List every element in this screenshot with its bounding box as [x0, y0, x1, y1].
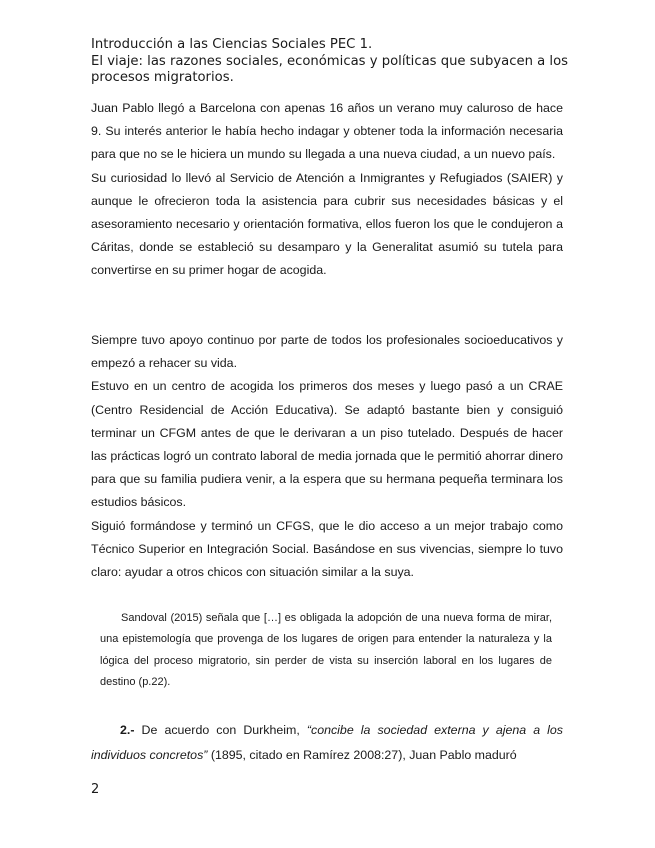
section-2-lead: De acuerdo con Durkheim, [134, 723, 307, 737]
quote-text: Sandoval (2015) señala que […] es obligada la adopción de una nueva forma de mirar, una epistemología que provenga de los lugares de origen para entender la naturaleza y la lógica del proceso migratorio, sin perder de vista su inserción laboral en los lugares de destino (p.22). [100, 612, 552, 689]
paragraph-cfgs: Siguió formándose y terminó un CFGS, que le dio acceso a un mejor trabajo como Técnico Superior en Integración Social. Basándose en sus vivencias, siempre lo tuvo claro: ayudar a otros chicos con situación similar a la suya. [91, 518, 563, 580]
header-course-title: Introducción a las Ciencias Sociales PEC 1. [91, 37, 373, 52]
section-2-paragraph [91, 718, 563, 767]
paragraph-saier: Su curiosidad lo llevó al Servicio de Atención a Inmigrantes y Refugiados (SAIER) y aunque le ofrecieron toda la asistencia para cubrir sus necesidades básicas y el asesoramiento necesario y orientación formativa, ellos fueron los que le condujeron a Cáritas, donde se estableció su desamparo y la Generalitat asumió su tutela para convertirse en su primer hogar de acogida. [91, 170, 563, 278]
block-quote [100, 608, 552, 694]
header-subtitle-line1: El viaje: las razones sociales, económicas y políticas que subyacen a los [91, 53, 569, 69]
paragraph-crae: Estuvo en un centro de acogida los primeros dos meses y luego pasó a un CRAE (Centro Residencial de Acción Educativa). Se adaptó bastante bien y consiguió terminar un CFGM antes de que le derivaran a un piso tutelado. Después de hacer las prácticas logró un contrato laboral de media jornada que le permitió ahorrar dinero para que su familia pudiera venir, a la espera que su hermana pequeña terminara los estudios básicos. [91, 379, 563, 510]
paragraph-support: Siempre tuvo apoyo continuo por parte de todos los profesionales socioeducativos y empezó a rehacer su vida. [91, 333, 563, 371]
section-2 [91, 718, 563, 767]
durkheim-citation: “concibe la sociedad externa y ajena a los individuos concretos” [91, 723, 563, 762]
header-subtitle-line2: procesos migratorios. [91, 70, 234, 85]
paragraph-arrival: Juan Pablo llegó a Barcelona con apenas 16 años un verano muy caluroso de hace 9. Su interés anterior le había hecho indagar y obtener toda la información necesaria para que no se le hiciera un mundo su llegada a una nueva ciudad, a un nuevo país. [91, 101, 563, 162]
document-header [91, 37, 571, 87]
body-block-support [91, 329, 563, 584]
body-block-arrival [91, 97, 563, 283]
section-number: 2.- [120, 723, 135, 737]
section-2-rest: (1895, citado en Ramírez 2008:27), Juan Pablo maduró [207, 747, 517, 762]
page-number: 2 [91, 782, 100, 797]
